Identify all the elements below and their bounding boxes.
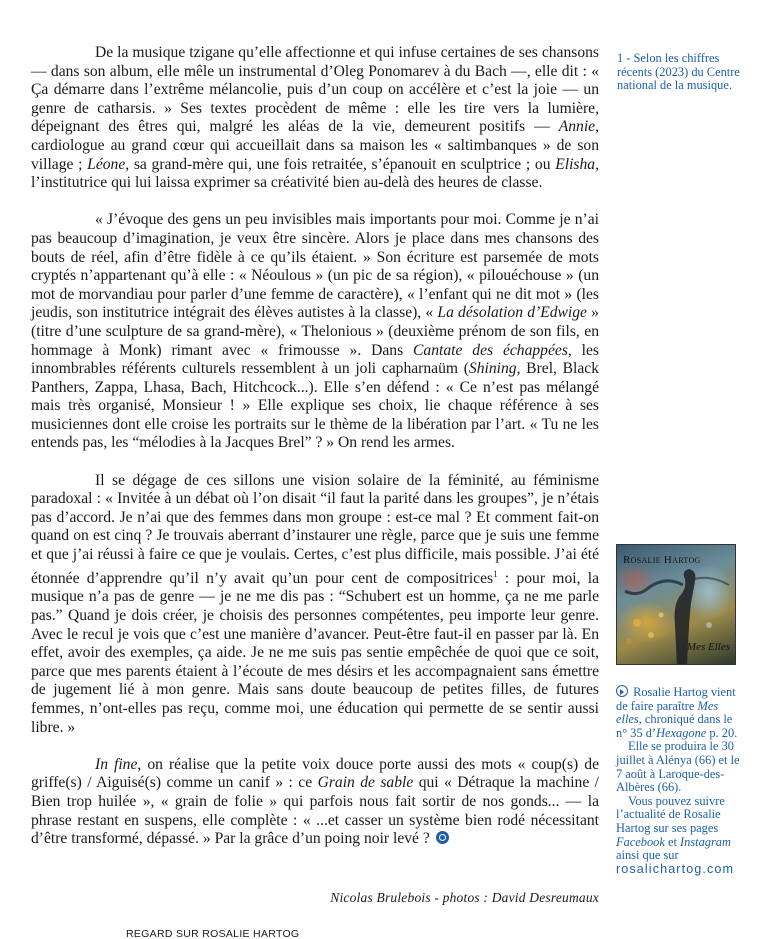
album-caption: Rosalie Hartog vient de faire paraître Mes elles, chroniqué dans le n° 35 d’Hexagone p. 20. Elle se produira le 30 juillet à Alénya (66) et le 7 août à Laroque-des-Albères (66). Vous pouvez suivre l’actualité de Rosalie Hartog sur ses pages Facebook et Instagram ainsi que sur rosalichartog.com — [616, 685, 740, 876]
footnote-1: 1 - Selon les chiffres récents (2023) du Centre national de la musique. — [617, 51, 740, 93]
footnote-ref-1[interactable]: 1 — [493, 568, 498, 579]
instagram-link[interactable]: Instagram — [680, 834, 731, 849]
end-of-article-icon — [436, 831, 449, 844]
facebook-link[interactable]: Facebook — [616, 834, 665, 849]
article-body — [31, 44, 599, 849]
paragraph-4: In fine, on réalise que la petite voix douce porte aussi des mots « coup(s) de griffe(s) / Aiguisé(s) comme un canif » : ce Grain de sable qui « Détraque la machine / Bien trop huilée », « grain de folie » qui parfois nous fait sortir de nos gonds... — la phrase restant en suspens, elle complète : « ...et casser un système bien rodé nécessitant d’être transformé, dépassé. » Par la grâce d’un poing noir levé ? — [31, 755, 600, 848]
running-footer: REGARD SUR ROSALIE HARTOG — [126, 928, 300, 939]
website-link[interactable]: rosalichartog.com — [616, 861, 735, 876]
album-cover-image — [616, 544, 736, 665]
arrow-circle-icon — [616, 685, 628, 697]
album-artist: Rosalie Hartog — [623, 554, 701, 566]
paragraph-3: Il se dégage de ces sillons une vision solaire de la féminité, au féminisme paradoxal : « Invitée à un débat où l’on disait “il faut la parité dans les groupes”, je n’étais pas d’accord. Je n’ai que des femmes dans mon groupe : est-ce mal ? Et comment fait-on quand on est cinq ? Je trouvais aberrant d’instaurer une règle, parce que je suis une femme et que j’ai réussi à faire ce que je voulais. Certes, c’est plus difficile, mais possible. J’ai été étonnée d’apprendre qu’il n’y avait qu’un pour cent de compositrices$^1$ : pour moi, la musique n’a pas de genre — je ne me dis pas : “Schubert est un homme, ça ne me parle pas.” Quand je dois créer, je choisis des personnes compétentes, peu importe leur genre. Avec le recul je vois que c’est une manière d’avancer. Peut-être faut-il en passer par là. En effet, avoir des exemples, ça aide. Je ne me suis pas sentie empêchée de quoi que ce soit, parce que mes parents étaient à l’écoute de mes désirs et les accompagnaient sans émettre de jugement lié à mon genre. Mais sans doute beaucoup de petites filles, de futures femmes, n’ont-elles pas reçu, comme moi, une éducation qui permette de se sentir aussi libre. » — [31, 471, 599, 736]
byline: Nicolas Brulebois - photos : David Desreumaux — [330, 890, 599, 905]
paragraph-2: « J’évoque des gens un peu invisibles mais importants pour moi. Comme je n’ai pas beaucoup d’imagination, je veux être sincère. Alors je place dans mes chansons des bouts de réel, afin d’être fidèle à ce qu’ils étaient. » Son écriture est parsemée de mots cryptés n’appartenant qu’à elle : « Néoulous » (un pic de sa région), « pilouéchouse » (un mot de morvandiau pour parler d’une femme de caractère), « l’enfant qui ne dit mot » (les jeudis, son institutrice intégrait des élèves autistes à la classe), « La désolation d’Edwige » (titre d’une sculpture de sa grand-mère), « Thelonious » (deuxième prénom de son fils, en hommage à Monk) rimant avec « frimousse ». Dans Cantate des échappées, les innombrables référents culturels ressemblent à un joli capharnaüm (Shining, Brel, Black Panthers, Zappa, Lhasa, Bach, Hitchcock...). Elle s’en défend : « Ce n’est pas mélangé mais très organisé, Monsieur ! » Elle explique ses choix, lie chaque référence à ses musiciennes dont elle croise les portraits sur le thème de la libération par l’art. « Tu ne les entends pas, les “mélodies à la Jacques Brel” ? » On rend les armes. — [31, 211, 599, 452]
paragraph-1: De la musique tzigane qu’elle affectionne et qui infuse certaines de ses chansons — dans son album, elle mêle un instrumental d’Oleg Ponomarev à du Bach —, elle dit : « Ça démarre dans l’extrême mélancolie, puis d’un coup on accélère et c’est la joie — un genre de catharsis. » Ses textes procèdent de même : elle les tire vers la lumière, dépeignant des êtres qui, malgré les aléas de la vie, demeurent positifs — Annie, cardiologue au grand cœur qui accueillait dans sa maison les « saltimbanques » de son village ; Léone, sa grand-mère qui, une fois retraitée, s’épanouit en sculptrice ; ou Elisha, l’institutrice qui lui laissa exprimer sa créativité bien au-delà des heures de classe. — [31, 44, 599, 192]
album-title: Mes Elles — [686, 641, 730, 653]
